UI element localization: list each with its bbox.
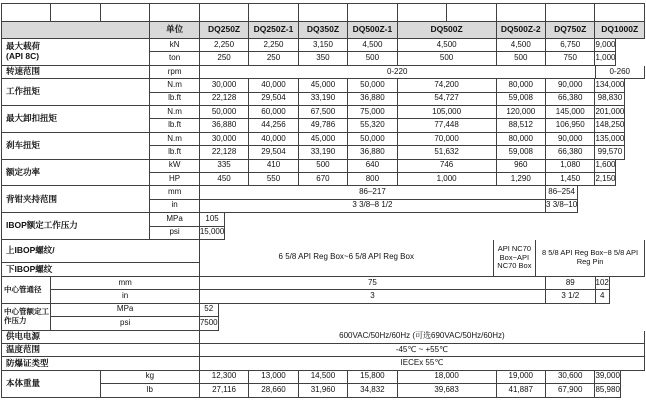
table-cell: 9,000	[595, 39, 616, 52]
top-strip	[2, 4, 645, 22]
row-group-bore	[2, 277, 645, 304]
empty-cell	[398, 4, 447, 22]
table-cell: 1,000	[595, 52, 616, 65]
table-cell: 4	[596, 290, 610, 303]
table-cell: 1,000	[398, 173, 497, 186]
table-cell: 31,960	[299, 384, 348, 397]
table-cell: 77,448	[398, 119, 497, 132]
row-label: 背钳夹持范围	[2, 186, 150, 213]
table-cell: 350	[299, 52, 348, 65]
column-header: DQ250Z	[200, 22, 249, 39]
row-label: 供电电源	[2, 331, 200, 344]
column-header: DQ500Z-1	[348, 22, 397, 39]
table-cell: 14,500	[299, 371, 348, 384]
row-label: 中心管额定工作压力	[2, 304, 51, 331]
table-cell: 105,000	[398, 106, 497, 119]
table-cell: 134,000	[595, 79, 625, 92]
row-label: 额定功率	[2, 160, 150, 187]
table-cell: 750	[546, 52, 595, 65]
table-cell: 22,128	[200, 146, 249, 159]
row-group-brake	[2, 133, 645, 160]
column-header: DQ1000Z	[595, 22, 645, 39]
table-cell: 66,380	[546, 93, 595, 106]
row-label: 转速范围	[2, 66, 150, 79]
table-cell: 106,950	[546, 119, 595, 132]
empty-cell	[546, 4, 595, 22]
header-blank	[2, 22, 150, 39]
unit-cell: in	[150, 200, 199, 213]
unit-cell: kN	[150, 39, 199, 52]
table-cell: 90,000	[546, 133, 595, 146]
table-cell: 33,190	[299, 93, 348, 106]
table-cell: 36,880	[348, 146, 397, 159]
table-cell: 33,190	[299, 146, 348, 159]
unit-cell: kW	[150, 160, 199, 173]
table-cell: 51,632	[398, 146, 497, 159]
row-label: IBOP额定工作压力	[2, 213, 150, 240]
unit-cell: N.m	[150, 106, 199, 119]
table-cell: 4,500	[348, 39, 397, 52]
table-cell: 120,000	[497, 106, 546, 119]
table-cell: 4,500	[497, 39, 546, 52]
row-explosion-cert	[2, 357, 645, 370]
table-cell: 99,570	[595, 146, 625, 159]
row-label: 工作扭矩	[2, 79, 150, 106]
empty-cell	[348, 4, 397, 22]
row-label: 本体重量	[2, 371, 101, 398]
row-group-pipe-pressure	[2, 304, 645, 331]
table-cell: 75,000	[348, 106, 397, 119]
row-label: 中心管通径	[2, 277, 51, 304]
table-cell: 12,300	[200, 371, 249, 384]
table-cell: 27,116	[200, 384, 249, 397]
unit-column-header: 单位	[150, 22, 199, 39]
table-cell: 15,800	[348, 371, 397, 384]
table-cell: 28,660	[249, 384, 298, 397]
table-cell: 59,008	[497, 93, 546, 106]
table-cell: 746	[398, 160, 497, 173]
table-cell: 500	[497, 52, 546, 65]
table-cell: 67,900	[546, 384, 595, 397]
spec-table	[1, 3, 645, 398]
empty-cell	[595, 4, 645, 22]
row-group-weight	[2, 371, 645, 398]
unit-cell: psi	[51, 317, 199, 330]
column-header: DQ500Z-2	[497, 22, 546, 39]
table-cell: 40,000	[249, 133, 298, 146]
table-cell: 40,000	[249, 79, 298, 92]
table-cell: 34,832	[348, 384, 397, 397]
unit-cell: N.m	[150, 79, 199, 92]
table-cell: 15,000	[200, 227, 225, 240]
table-cell: 89	[546, 277, 595, 290]
row-label: 最大卸扣扭矩	[2, 106, 150, 133]
unit-cell: HP	[150, 173, 199, 186]
table-cell: 45,000	[299, 79, 348, 92]
unit-cell: mm	[51, 277, 199, 290]
table-cell: 45,000	[299, 133, 348, 146]
table-cell: 102	[596, 277, 610, 290]
table-cell: 74,200	[398, 79, 497, 92]
table-cell: 2,250	[249, 39, 298, 52]
table-cell: 50,000	[200, 106, 249, 119]
unit-cell: MPa	[150, 213, 199, 226]
table-cell: 201,000	[595, 106, 625, 119]
unit-cell: lb	[101, 384, 200, 397]
empty-cell	[200, 4, 249, 22]
table-cell: 0-260	[596, 66, 645, 79]
table-cell: 59,008	[497, 146, 546, 159]
table-cell: 50,000	[348, 133, 397, 146]
column-header: DQ250Z-1	[249, 22, 298, 39]
table-cell: 640	[348, 160, 397, 173]
table-cell: 22,128	[200, 93, 249, 106]
unit-cell: in	[51, 290, 199, 303]
table-cell: 88,512	[497, 119, 546, 132]
table-cell: 500	[348, 52, 397, 65]
table-cell: 80,000	[497, 79, 546, 92]
table-cell: 148,250	[595, 119, 625, 132]
table-cell: 2,250	[200, 39, 249, 52]
table-cell: 70,000	[398, 133, 497, 146]
table-cell: 1,600	[595, 160, 616, 173]
row-label: 防爆证类型	[2, 357, 200, 370]
table-cell: 3,150	[299, 39, 348, 52]
empty-cell	[447, 4, 496, 22]
table-cell: 145,000	[546, 106, 595, 119]
empty-cell	[2, 4, 51, 22]
table-cell: 36,880	[200, 119, 249, 132]
table-cell: 500	[299, 160, 348, 173]
table-cell: 1,290	[497, 173, 546, 186]
unit-cell: ton	[150, 52, 199, 65]
table-cell: 4,500	[398, 39, 497, 52]
header-row	[2, 22, 645, 39]
row-label: 温度范围	[2, 344, 200, 357]
table-cell: 49,786	[299, 119, 348, 132]
table-cell: API NC70 Box~API NC70 Box	[494, 240, 536, 277]
empty-cell	[249, 4, 298, 22]
table-cell: 66,380	[546, 146, 595, 159]
unit-cell: kg	[101, 371, 200, 384]
row-label: 刹车扭矩	[2, 133, 150, 160]
table-cell: 3 3/8–10	[546, 200, 578, 213]
table-cell: 39,000	[595, 371, 620, 384]
unit-cell: mm	[150, 186, 199, 199]
table-cell: 36,880	[348, 93, 397, 106]
row-power-supply	[2, 331, 645, 344]
table-cell: 3 1/2	[546, 290, 595, 303]
empty-cell	[150, 4, 199, 22]
table-cell: 80,000	[497, 133, 546, 146]
table-cell: 52	[200, 304, 219, 317]
column-header: DQ350Z	[299, 22, 348, 39]
table-cell: IECEx 55℃	[200, 357, 645, 370]
table-cell: 7500	[200, 317, 219, 330]
table-cell: 54,727	[398, 93, 497, 106]
row-label-line1: 最大载荷	[6, 41, 41, 52]
table-cell: 86–254	[546, 186, 578, 199]
table-cell: 30,000	[200, 133, 249, 146]
row-group-maxload	[2, 39, 645, 66]
table-cell: 600VAC/50Hz/60Hz (可选690VAC/50Hz/60Hz)	[200, 331, 645, 344]
table-cell: 550	[249, 173, 298, 186]
row-group-ibop-pressure	[2, 213, 645, 240]
table-cell: 0-220	[200, 66, 596, 79]
table-cell: 6,750	[546, 39, 595, 52]
table-cell: 85,980	[595, 384, 620, 397]
table-cell: 335	[200, 160, 249, 173]
unit-cell: MPa	[51, 304, 199, 317]
table-cell: 19,000	[497, 371, 546, 384]
table-cell: -45℃ ~ +55℃	[200, 344, 645, 357]
table-cell: 44,256	[249, 119, 298, 132]
table-cell: 450	[200, 173, 249, 186]
unit-cell: lb.ft	[150, 119, 199, 132]
unit-cell: psi	[150, 227, 199, 240]
column-header: DQ500Z	[398, 22, 497, 39]
row-label: 上IBOP螺纹/	[2, 240, 200, 263]
table-cell: 55,320	[348, 119, 397, 132]
empty-cell	[497, 4, 546, 22]
table-cell: 8 5/8 API Reg Box~8 5/8 API Reg Pin	[536, 240, 645, 277]
row-label	[2, 39, 150, 66]
table-cell: 41,887	[497, 384, 546, 397]
unit-cell: lb.ft	[150, 146, 199, 159]
unit-cell: lb.ft	[150, 93, 199, 106]
table-cell: 410	[249, 160, 298, 173]
table-cell: 3	[200, 290, 546, 303]
table-cell: 500	[398, 52, 497, 65]
table-cell: 29,504	[249, 93, 298, 106]
row-group-power	[2, 160, 645, 187]
table-cell: 30,600	[546, 371, 595, 384]
table-cell: 960	[497, 160, 546, 173]
table-cell: 1,450	[546, 173, 595, 186]
table-cell: 90,000	[546, 79, 595, 92]
table-cell: 86–217	[200, 186, 546, 199]
row-label: 下IBOP螺纹	[2, 263, 200, 277]
table-cell: 67,500	[299, 106, 348, 119]
row-group-worktorque	[2, 79, 645, 106]
table-cell: 250	[249, 52, 298, 65]
row-group-clamp	[2, 186, 645, 213]
empty-cell	[101, 4, 150, 22]
unit-cell: rpm	[150, 66, 199, 79]
column-header: DQ750Z	[546, 22, 595, 39]
table-cell: 3 3/8–8 1/2	[200, 200, 546, 213]
table-cell: 13,000	[249, 371, 298, 384]
table-cell: 800	[348, 173, 397, 186]
table-cell: 1,080	[546, 160, 595, 173]
row-group-breakout	[2, 106, 645, 133]
table-cell: 18,000	[398, 371, 497, 384]
table-cell: 29,504	[249, 146, 298, 159]
row-group-ibop-thread	[2, 240, 645, 277]
row-speed-range	[2, 66, 645, 79]
table-cell: 105	[200, 213, 225, 226]
empty-cell	[299, 4, 348, 22]
table-cell: 39,683	[398, 384, 497, 397]
empty-cell	[51, 4, 100, 22]
row-label-line2: (API 8C)	[6, 50, 40, 61]
table-cell: 98,830	[595, 93, 625, 106]
table-cell: 135,000	[595, 133, 625, 146]
table-cell: 670	[299, 173, 348, 186]
table-cell: 6 5/8 API Reg Box~6 5/8 API Reg Box	[200, 240, 494, 277]
table-cell: 30,000	[200, 79, 249, 92]
table-cell: 50,000	[348, 79, 397, 92]
unit-cell: N.m	[150, 133, 199, 146]
row-temp-range	[2, 344, 645, 357]
table-cell: 2,150	[595, 173, 616, 186]
table-cell: 75	[200, 277, 546, 290]
table-cell: 60,000	[249, 106, 298, 119]
table-cell: 250	[200, 52, 249, 65]
